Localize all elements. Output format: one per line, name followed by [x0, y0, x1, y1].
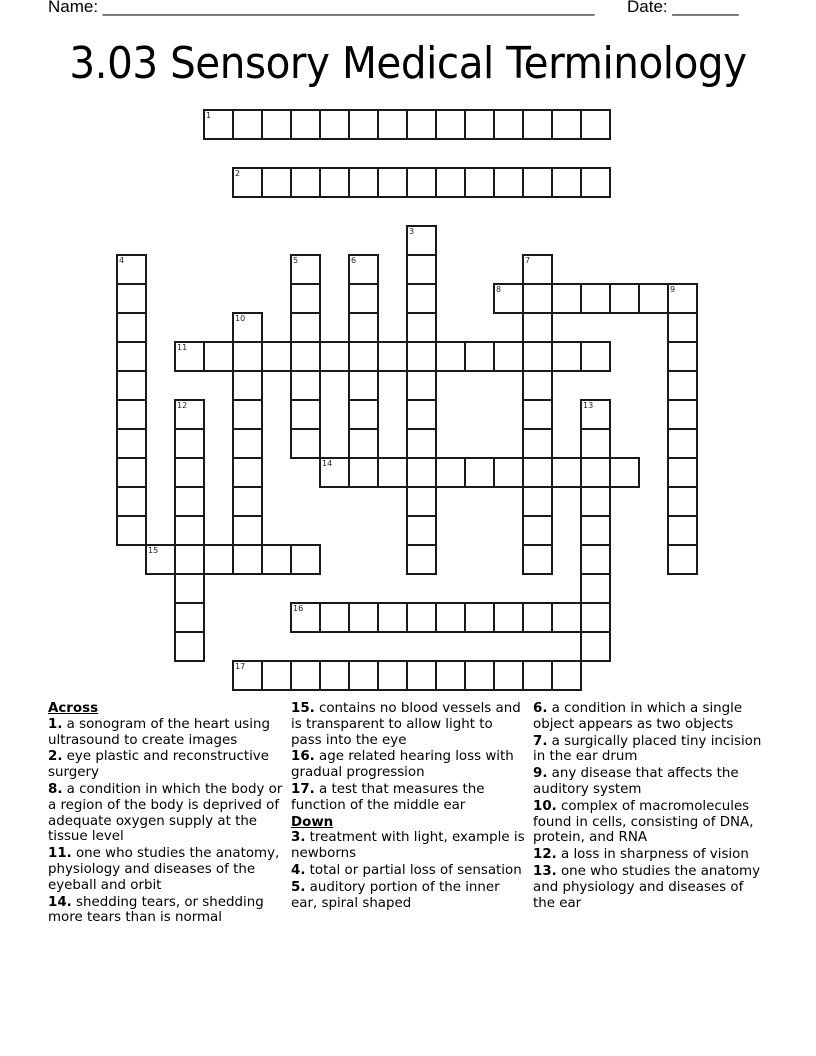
crossword-cell[interactable] [464, 167, 495, 198]
crossword-cell[interactable] [319, 109, 350, 140]
clue-number: 5. [291, 879, 306, 895]
across-heading: Across [48, 701, 99, 716]
date-field[interactable]: Date: _______ [627, 0, 739, 16]
crossword-cell[interactable] [493, 660, 524, 691]
crossword-cell[interactable] [667, 486, 698, 517]
clue-across-14 [48, 895, 283, 927]
crossword-cell[interactable] [435, 660, 466, 691]
crossword-cell[interactable] [406, 515, 437, 546]
crossword-cell[interactable] [116, 370, 147, 401]
cell-number: 10 [235, 314, 246, 323]
crossword-cell[interactable] [174, 573, 205, 604]
crossword-cell[interactable] [348, 399, 379, 430]
cell-number: 8 [496, 285, 502, 294]
clue-number: 10. [533, 798, 557, 814]
clue-number: 14. [48, 894, 72, 910]
clues-column-2 [291, 701, 526, 912]
crossword-cell[interactable] [348, 167, 379, 198]
crossword-cell[interactable] [377, 167, 408, 198]
crossword-cell[interactable] [116, 312, 147, 343]
cell-number: 14 [322, 459, 333, 468]
crossword-cell[interactable] [464, 457, 495, 488]
clue-number: 8. [48, 781, 63, 797]
clue-down-10 [533, 799, 768, 846]
name-field[interactable]: Name: ____________________________________________________ [48, 0, 595, 16]
crossword-cell[interactable] [261, 109, 292, 140]
crossword-cell[interactable] [232, 544, 263, 575]
clue-text: eye plastic and reconstructive surgery [48, 749, 269, 781]
crossword-cell[interactable] [522, 486, 553, 517]
crossword-cell[interactable] [232, 457, 263, 488]
cell-number: 17 [235, 662, 246, 671]
crossword-cell[interactable] [406, 457, 437, 488]
crossword-cell[interactable] [232, 515, 263, 546]
crossword-cell[interactable] [580, 399, 611, 430]
crossword-cell[interactable] [551, 167, 582, 198]
crossword-cell[interactable] [551, 109, 582, 140]
crossword-cell[interactable] [319, 457, 350, 488]
crossword-cell[interactable] [667, 544, 698, 575]
crossword-cell[interactable] [522, 660, 553, 691]
cell-number: 16 [293, 604, 304, 613]
crossword-cell[interactable] [116, 399, 147, 430]
clue-down-7 [533, 734, 768, 766]
crossword-cell[interactable] [406, 602, 437, 633]
crossword-cell[interactable] [464, 602, 495, 633]
crossword-cell[interactable] [406, 254, 437, 285]
crossword-cell[interactable] [174, 515, 205, 546]
crossword-cell[interactable] [290, 254, 321, 285]
clue-text: age related hearing loss with gradual progression [291, 749, 514, 781]
crossword-cell[interactable] [406, 341, 437, 372]
crossword-cell[interactable] [116, 457, 147, 488]
cell-number: 6 [351, 256, 357, 265]
crossword-cell[interactable] [522, 341, 553, 372]
clue-text: complex of macromolecules found in cells, consisting of DNA, protein, and RNA [533, 798, 754, 846]
clue-across-11 [48, 846, 283, 893]
clue-number: 3. [291, 830, 306, 846]
page-title: 3.03 Sensory Medical Terminology [69, 38, 747, 89]
crossword-cell[interactable] [493, 602, 524, 633]
crossword-cell[interactable] [464, 109, 495, 140]
crossword-cell[interactable] [551, 341, 582, 372]
crossword-cell[interactable] [406, 225, 437, 256]
crossword-cell[interactable] [551, 660, 582, 691]
crossword-cell[interactable] [232, 312, 263, 343]
cell-number: 15 [148, 546, 159, 555]
crossword-cell[interactable] [435, 602, 466, 633]
crossword-cell[interactable] [348, 660, 379, 691]
crossword-cell[interactable] [348, 428, 379, 459]
clue-text: a sonogram of the heart using ultrasound to create images [48, 716, 270, 748]
down-heading: Down [291, 814, 334, 830]
crossword-cell[interactable] [290, 341, 321, 372]
crossword-cell[interactable] [435, 341, 466, 372]
crossword-cell[interactable] [609, 283, 640, 314]
clue-text: one who studies the anatomy, physiology and diseases of the eyeball and orbit [48, 846, 280, 893]
crossword-cell[interactable] [406, 109, 437, 140]
crossword-cell[interactable] [493, 109, 524, 140]
crossword-cell[interactable] [464, 341, 495, 372]
clue-text: shedding tears, or shedding more tears than is normal [48, 894, 264, 926]
crossword-cell[interactable] [232, 428, 263, 459]
cell-number: 3 [409, 227, 415, 236]
crossword-cell[interactable] [580, 428, 611, 459]
clue-text: any disease that affects the auditory system [533, 766, 739, 797]
clue-text: a condition in which the body or a region of the body is deprived of adequate oxygen supply at the tissue level [48, 781, 283, 845]
crossword-cell[interactable] [551, 602, 582, 633]
clue-number: 16. [291, 749, 315, 765]
crossword-cell[interactable] [348, 341, 379, 372]
crossword-cell[interactable] [667, 515, 698, 546]
clue-text: total or partial loss of sensation [305, 862, 522, 878]
clue-down-12 [533, 847, 768, 863]
crossword-cell[interactable] [580, 544, 611, 575]
clue-number: 1. [48, 716, 63, 732]
clue-text: a loss in sharpness of vision [556, 847, 749, 863]
crossword-cell[interactable] [551, 457, 582, 488]
clue-across-1 [48, 717, 283, 749]
crossword-cell[interactable] [435, 167, 466, 198]
clues-column-3 [533, 701, 768, 912]
crossword-cell[interactable] [377, 341, 408, 372]
clue-number: 2. [48, 749, 63, 765]
crossword-cell[interactable] [348, 602, 379, 633]
crossword-cell[interactable] [580, 515, 611, 546]
crossword-cell[interactable] [522, 167, 553, 198]
clue-number: 15. [291, 701, 315, 716]
crossword-cell[interactable] [667, 283, 698, 314]
crossword-cell[interactable] [667, 457, 698, 488]
crossword-cell[interactable] [580, 631, 611, 662]
clue-text: contains no blood vessels and is transparent to allow light to pass into the eye [291, 701, 521, 748]
crossword-cell[interactable] [667, 399, 698, 430]
crossword-cell[interactable] [667, 312, 698, 343]
crossword-cell[interactable] [232, 486, 263, 517]
crossword-cell[interactable] [522, 602, 553, 633]
crossword-cell[interactable] [609, 457, 640, 488]
crossword-cell[interactable] [580, 486, 611, 517]
crossword-cell[interactable] [232, 167, 263, 198]
crossword-cell[interactable] [261, 167, 292, 198]
crossword-cell[interactable] [580, 283, 611, 314]
crossword-cell[interactable] [290, 312, 321, 343]
crossword-cell[interactable] [261, 544, 292, 575]
crossword-cell[interactable] [580, 109, 611, 140]
crossword-cell[interactable] [116, 254, 147, 285]
crossword-cell[interactable] [522, 283, 553, 314]
cell-number: 11 [177, 343, 188, 352]
crossword-cell[interactable] [261, 341, 292, 372]
crossword-cell[interactable] [435, 457, 466, 488]
cell-number: 12 [177, 401, 188, 410]
crossword-cell[interactable] [348, 457, 379, 488]
clue-text: a surgically placed tiny incision in the ear drum [533, 733, 762, 765]
clue-text: a test that measures the function of the middle ear [291, 781, 485, 813]
cell-number: 5 [293, 256, 299, 265]
crossword-cell[interactable] [522, 544, 553, 575]
crossword-cell[interactable] [377, 602, 408, 633]
crossword-cell[interactable] [232, 370, 263, 401]
clue-across-16 [291, 749, 526, 781]
crossword-cell[interactable] [580, 602, 611, 633]
crossword-cell[interactable] [319, 341, 350, 372]
cell-number: 1 [206, 111, 212, 120]
clue-down-13 [533, 864, 768, 911]
crossword-cell[interactable] [348, 254, 379, 285]
crossword-cell[interactable] [290, 399, 321, 430]
crossword-cell[interactable] [203, 544, 234, 575]
clue-down-4 [291, 863, 526, 879]
crossword-cell[interactable] [145, 544, 176, 575]
clue-number: 17. [291, 781, 315, 797]
crossword-cell[interactable] [522, 370, 553, 401]
crossword-cell[interactable] [522, 254, 553, 285]
crossword-cell[interactable] [116, 515, 147, 546]
crossword-cell[interactable] [348, 370, 379, 401]
cell-number: 9 [670, 285, 676, 294]
crossword-cell[interactable] [522, 399, 553, 430]
crossword-cell[interactable] [522, 109, 553, 140]
crossword-cell[interactable] [580, 167, 611, 198]
crossword-cell[interactable] [406, 428, 437, 459]
crossword-cell[interactable] [406, 370, 437, 401]
crossword-cell[interactable] [203, 109, 234, 140]
crossword-cell[interactable] [290, 544, 321, 575]
crossword-cell[interactable] [522, 457, 553, 488]
crossword-cell[interactable] [174, 631, 205, 662]
crossword-cell[interactable] [232, 341, 263, 372]
crossword-cell[interactable] [174, 457, 205, 488]
crossword-cell[interactable] [290, 167, 321, 198]
crossword-cell[interactable] [406, 399, 437, 430]
crossword-cell[interactable] [290, 109, 321, 140]
clue-text: one who studies the anatomy and physiology and diseases of the ear [533, 863, 761, 911]
crossword-cell[interactable] [493, 283, 524, 314]
crossword-cell[interactable] [522, 428, 553, 459]
crossword-cell[interactable] [232, 399, 263, 430]
crossword-cell[interactable] [174, 486, 205, 517]
crossword-cell[interactable] [290, 370, 321, 401]
clue-number: 12. [533, 847, 557, 863]
crossword-cell[interactable] [116, 428, 147, 459]
clue-text: treatment with light, example is newborns [291, 830, 525, 862]
crossword-cell[interactable] [116, 341, 147, 372]
crossword-cell[interactable] [319, 660, 350, 691]
crossword-cell[interactable] [174, 428, 205, 459]
clue-number: 4. [291, 862, 306, 878]
crossword-cell[interactable] [319, 602, 350, 633]
crossword-cell[interactable] [493, 341, 524, 372]
crossword-cell[interactable] [522, 312, 553, 343]
clue-across-8 [48, 782, 283, 845]
clue-number: 6. [533, 701, 548, 716]
crossword-cell[interactable] [551, 283, 582, 314]
crossword-cell[interactable] [232, 660, 263, 691]
clue-text: auditory portion of the inner ear, spiral shaped [291, 879, 500, 911]
clue-down-9 [533, 766, 768, 798]
crossword-cell[interactable] [464, 660, 495, 691]
crossword-cell[interactable] [232, 109, 263, 140]
cell-number: 7 [525, 256, 531, 265]
crossword-cell[interactable] [290, 602, 321, 633]
crossword-cell[interactable] [667, 428, 698, 459]
crossword-cell[interactable] [667, 370, 698, 401]
crossword-cell[interactable] [348, 312, 379, 343]
crossword-cell[interactable] [667, 341, 698, 372]
clue-down-5 [291, 880, 526, 912]
crossword-cell[interactable] [406, 312, 437, 343]
clue-down-3 [291, 830, 526, 862]
crossword-cell[interactable] [377, 660, 408, 691]
clue-number: 9. [533, 766, 548, 782]
crossword-cell[interactable] [174, 602, 205, 633]
crossword-cell[interactable] [493, 167, 524, 198]
crossword-cell[interactable] [348, 109, 379, 140]
clue-number: 13. [533, 863, 557, 879]
cell-number: 4 [119, 256, 125, 265]
crossword-cell[interactable] [406, 544, 437, 575]
clue-across-17 [291, 782, 526, 814]
clues-column-1 [48, 701, 283, 927]
crossword-cell[interactable] [580, 341, 611, 372]
crossword-cell[interactable] [203, 341, 234, 372]
crossword-cell[interactable] [377, 109, 408, 140]
crossword-cell[interactable] [290, 283, 321, 314]
cell-number: 13 [583, 401, 594, 410]
crossword-cell[interactable] [116, 486, 147, 517]
crossword-cell[interactable] [638, 283, 669, 314]
crossword-cell[interactable] [290, 428, 321, 459]
clue-across-15 [291, 701, 526, 748]
crossword-cell[interactable] [377, 457, 408, 488]
crossword-cell[interactable] [406, 486, 437, 517]
clue-text: a condition in which a single object appears as two objects [533, 701, 743, 732]
clue-across-2 [48, 749, 283, 781]
cell-number: 2 [235, 169, 241, 178]
clue-down-6 [533, 701, 768, 733]
crossword-cell[interactable] [435, 109, 466, 140]
crossword-cell[interactable] [348, 283, 379, 314]
crossword-cell[interactable] [580, 457, 611, 488]
crossword-cell[interactable] [319, 167, 350, 198]
crossword-cell[interactable] [290, 660, 321, 691]
crossword-cell[interactable] [116, 283, 147, 314]
crossword-cell[interactable] [406, 167, 437, 198]
clue-number: 11. [48, 846, 72, 862]
crossword-cell[interactable] [174, 341, 205, 372]
crossword-cell[interactable] [261, 660, 292, 691]
crossword-cell[interactable] [580, 573, 611, 604]
crossword-cell[interactable] [406, 283, 437, 314]
crossword-cell[interactable] [406, 660, 437, 691]
crossword-cell[interactable] [493, 457, 524, 488]
crossword-cell[interactable] [522, 515, 553, 546]
clue-number: 7. [533, 733, 548, 749]
crossword-cell[interactable] [174, 544, 205, 575]
crossword-cell[interactable] [174, 399, 205, 430]
